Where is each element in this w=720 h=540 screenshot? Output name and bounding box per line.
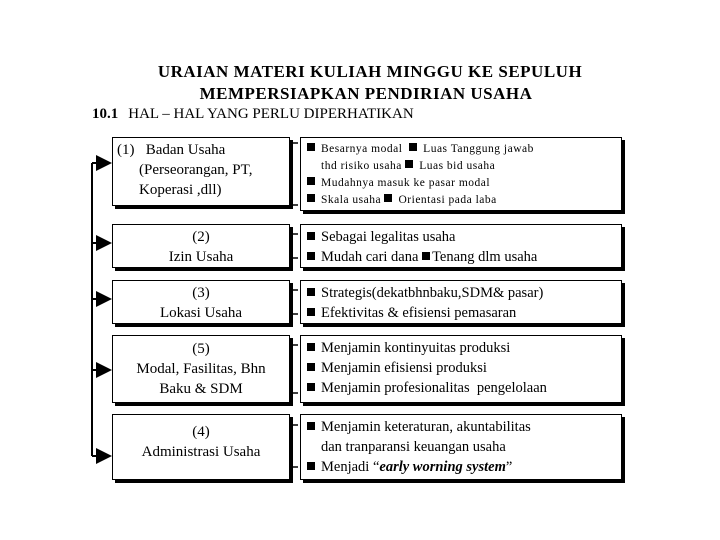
item-3-detail-row: Strategis(dekatbhnbaku,SDM& pasar) [307,283,621,303]
bullet-icon [307,232,315,240]
item-2-line-1: (2) [192,229,210,245]
item-1-line-3: Koperasi ,dll) [139,182,222,198]
item-5-line-3: Baku & SDM [159,381,243,397]
title-line-2: MEMPERSIAPKAN PENDIRIAN USAHA [199,84,533,103]
bullet-icon [422,252,430,260]
item-3-line-1: (3) [192,285,210,301]
item-1-line-2: (Perseorangan, PT, [139,162,253,178]
item-2-label-box [112,224,290,268]
item-1-detail-row: Mudahnya masuk ke pasar modal [307,175,621,192]
bullet-icon [307,194,315,202]
item-1-detail-box [300,137,622,211]
item-4-detail-row: Menjamin keteraturan, akuntabilitas [307,417,621,437]
item-2-detail-row: Mudah cari dana Tenang dlm usaha [307,247,621,267]
section-heading [92,106,414,123]
item-2-detail-box [300,224,622,268]
item-5-detail-row: Menjamin profesionalitas pengelolaan [307,378,621,398]
bullet-icon [307,143,315,151]
bullet-icon [307,252,315,260]
bullet-icon [307,383,315,391]
bullet-icon [384,194,392,202]
item-4-detail-row: dan tranparansi keuangan usaha [321,439,506,455]
item-3-label-box [112,280,290,324]
item-3-line-2: Lokasi Usaha [159,305,243,321]
bullet-icon [307,288,315,296]
item-5-line-2: Modal, Fasilitas, Bhn [136,361,266,377]
bullet-icon [307,177,315,185]
item-2-line-2: Izin Usaha [168,249,234,265]
item-5-line-1: (5) [192,341,210,357]
bullet-icon [409,143,417,151]
item-3-detail-row: Efektivitas & efisiensi pemasaran [307,303,621,323]
item-1-detail-row: Skala usaha Orientasi pada laba [307,192,621,209]
item-1-label-box [112,137,290,206]
item-5-detail-row: Menjamin efisiensi produksi [307,358,621,378]
bullet-icon [405,160,413,168]
section-number: 10.1 [92,106,119,122]
bullet-icon [307,343,315,351]
bullet-icon [307,462,315,470]
item-5-detail-row: Menjamin kontinyuitas produksi [307,338,621,358]
item-5-label-box [112,335,290,403]
item-4-detail-row: Menjadi “early worning system” [307,457,621,477]
item-4-detail-box [300,414,622,480]
item-4-line-2: Administrasi Usaha [141,444,261,460]
item-4-label-box [112,414,290,480]
bullet-icon [307,363,315,371]
bullet-icon [307,308,315,316]
item-3-detail-box [300,280,622,324]
item-5-detail-box [300,335,622,403]
item-1-detail-row: thd risiko usaha Luas bid usaha [321,160,496,172]
section-label: HAL – HAL YANG PERLU DIPERHATIKAN [128,106,414,122]
item-4-line-1: (4) [192,424,210,440]
item-1-line-1: (1) Badan Usaha [117,142,226,158]
item-1-detail-row: Besarnya modal Luas Tanggung jawab [307,141,621,158]
item-2-detail-row: Sebagai legalitas usaha [307,227,621,247]
title-line-1: URAIAN MATERI KULIAH MINGGU KE SEPULUH [157,62,583,81]
bullet-icon [307,422,315,430]
